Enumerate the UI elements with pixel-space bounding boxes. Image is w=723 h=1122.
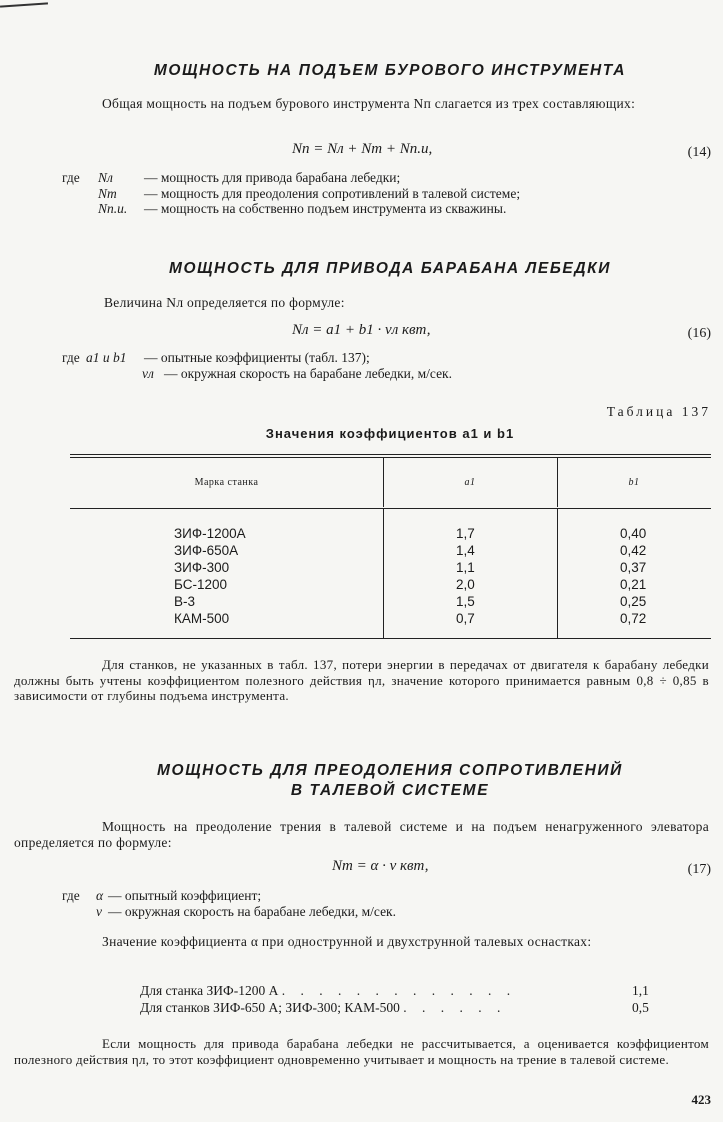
table-top-rule-double xyxy=(70,457,711,458)
definition-symbol: α xyxy=(96,888,104,903)
table-row xyxy=(0,525,723,542)
scan-artifact xyxy=(0,2,48,7)
equation-number-17: (17) xyxy=(687,862,711,877)
definition-row xyxy=(62,170,520,186)
table-row xyxy=(0,542,723,559)
cell-brand: ЗИФ-300 xyxy=(174,560,230,575)
paragraph-tackle-intro: Мощность на преодоление трения в талевой системе и на подъем ненагруженного элеватора определяется по формуле: xyxy=(14,819,709,850)
definition-symbol: Nл xyxy=(98,170,113,185)
definition-symbol: Nп.и. xyxy=(98,201,128,216)
cell-brand: КАМ-500 xyxy=(174,611,230,626)
section-heading-lift-power: МОЩНОСТЬ НА ПОДЪЕМ БУРОВОГО ИНСТРУМЕНТА xyxy=(153,62,627,79)
cell-b1: 0,40 xyxy=(620,526,647,541)
cell-b1: 0,72 xyxy=(620,611,647,626)
definition-prefix: где xyxy=(62,350,80,365)
definitions-list-14 xyxy=(62,170,520,217)
paragraph-table-note: Для станков, не указанных в табл. 137, потери энергии в передачах от двигателя к барабану лебедки должны быть учтены коэффициентом полезного действия ηл, значение которого принимается равным 0,8 ÷ 0,85 в зависимости от глубины подъема инструмента. xyxy=(14,657,709,703)
paragraph-closing: Если мощность для привода барабана лебедки не рассчитывается, а оценивается коэффициентом полезного действия ηл, то этот коэффициент одновременно учитывает и мощность на трение в талевой системе. xyxy=(14,1036,709,1067)
table-bottom-rule xyxy=(70,638,711,639)
cell-a1: 2,0 xyxy=(456,577,475,592)
formula-16: Nл = a1 + b1 · vл квт, xyxy=(292,322,431,338)
definition-prefix: где xyxy=(62,170,80,185)
formula-14: Nп = Nл + Nт + Nп.и, xyxy=(292,141,433,157)
table-body xyxy=(0,525,723,627)
table-header-brand: Марка станка xyxy=(194,477,259,488)
definition-row xyxy=(62,904,396,920)
definition-row xyxy=(62,350,452,366)
definition-symbol: Nт xyxy=(98,185,117,201)
alpha-value-row xyxy=(140,983,516,999)
definition-text: — опытный коэффициент; xyxy=(108,888,262,903)
definition-symbol: a1 и b1 xyxy=(86,350,127,365)
alpha-value-row xyxy=(140,1000,506,1016)
equation-number-14: (14) xyxy=(687,145,711,160)
cell-a1: 1,7 xyxy=(456,526,475,541)
table-top-rule xyxy=(70,454,711,455)
table-row xyxy=(0,593,723,610)
alpha-value: 0,5 xyxy=(632,1000,649,1015)
table-header-rule xyxy=(70,508,711,509)
formula-17: Nт = α · v квт, xyxy=(332,858,429,874)
table-row xyxy=(0,559,723,576)
cell-brand: ЗИФ-650А xyxy=(174,543,239,558)
definition-text: — опытные коэффициенты (табл. 137); xyxy=(144,350,370,365)
definition-text: — окружная скорость на барабане лебедки, м/сек. xyxy=(164,365,452,381)
cell-a1: 0,7 xyxy=(456,611,475,626)
section-heading-tackle-resistance: МОЩНОСТЬ ДЛЯ ПРЕОДОЛЕНИЯ СОПРОТИВЛЕНИЙ xyxy=(157,762,623,779)
cell-a1: 1,4 xyxy=(456,543,475,558)
equation-number-16: (16) xyxy=(687,326,711,341)
definition-symbol: v xyxy=(96,903,102,919)
cell-b1: 0,42 xyxy=(620,543,647,558)
paragraph-alpha-intro: Значение коэффициента α при однострунной и двухструнной талевых оснастках: xyxy=(102,934,592,949)
definition-row xyxy=(62,888,396,904)
cell-a1: 1,1 xyxy=(456,560,475,575)
definition-text: — окружная скорость на барабане лебедки, м/сек. xyxy=(108,903,396,919)
section-heading-drum-power: МОЩНОСТЬ ДЛЯ ПРИВОДА БАРАБАНА ЛЕБЕДКИ xyxy=(168,260,612,277)
definition-text: — мощность для привода барабана лебедки; xyxy=(144,170,401,185)
definition-row xyxy=(62,366,452,382)
alpha-label: Для станков ЗИФ-650 А; ЗИФ-300; КАМ-500 xyxy=(140,1000,400,1015)
paragraph-drum-intro: Величина Nл определяется по формуле: xyxy=(104,295,345,310)
definition-symbol: vл xyxy=(142,365,154,381)
alpha-label: Для станка ЗИФ-1200 А xyxy=(140,983,279,998)
leader-dots: . . . . . . xyxy=(403,1000,507,1015)
table-row xyxy=(0,576,723,593)
definition-prefix: где xyxy=(62,888,80,903)
definition-text: — мощность для преодоления сопротивлений в талевой системе; xyxy=(144,185,521,201)
definition-row xyxy=(62,201,520,217)
alpha-value: 1,1 xyxy=(632,983,649,998)
cell-a1: 1,5 xyxy=(456,594,475,609)
section-heading-tackle-resistance-line2: В ТАЛЕВОЙ СИСТЕМЕ xyxy=(290,782,490,799)
table-header-a1: a1 xyxy=(464,477,476,488)
leader-dots: . . . . . . . . . . . . . xyxy=(281,983,517,998)
definition-row xyxy=(62,186,520,202)
table-number-label: Таблица 137 xyxy=(606,404,711,419)
table-row xyxy=(0,610,723,627)
cell-b1: 0,25 xyxy=(620,594,647,609)
definition-text: — мощность на собственно подъем инструмента из скважины. xyxy=(144,201,507,216)
page-number: 423 xyxy=(691,1092,711,1107)
cell-b1: 0,37 xyxy=(620,560,647,575)
definitions-list-17 xyxy=(62,888,396,919)
definitions-list-16 xyxy=(62,350,452,381)
table-title: Значения коэффициентов a1 и b1 xyxy=(265,426,515,441)
cell-brand: БС-1200 xyxy=(174,577,227,592)
paragraph-lift-intro: Общая мощность на подъем бурового инструмента Nп слагается из трех составляющих: xyxy=(102,96,636,111)
table-header-b1: b1 xyxy=(628,477,640,488)
cell-brand: В-3 xyxy=(174,594,196,609)
cell-brand: ЗИФ-1200А xyxy=(174,526,246,541)
cell-b1: 0,21 xyxy=(620,577,647,592)
